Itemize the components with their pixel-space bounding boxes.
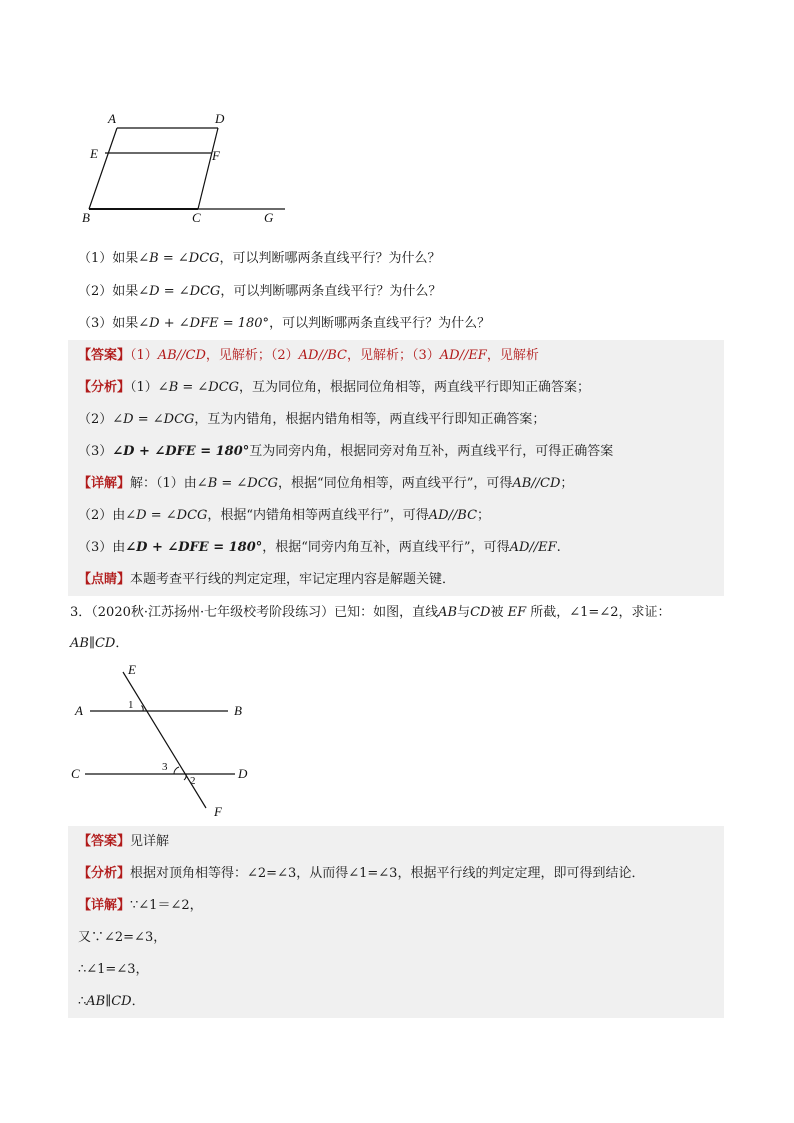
- question-2: （2）如果∠D = ∠DCG，可以判断哪两条直线平行？为什么？: [78, 284, 442, 299]
- label-c2: C: [71, 766, 80, 781]
- label-e2: E: [128, 662, 136, 677]
- problem-3-line-2: AB∥CD．: [70, 636, 129, 651]
- figure-transversal: [68, 660, 268, 820]
- comment-line: 【点睛】本题考查平行线的判定定理，牢记定理内容是解题关键．: [68, 564, 724, 596]
- line-ef: [123, 672, 206, 808]
- label-angle-3: 3: [162, 761, 168, 773]
- question-3: （3）如果∠D + ∠DFE = 180°，可以判断哪两条直线平行？为什么？: [78, 316, 491, 331]
- angle-2-arc: [184, 774, 186, 780]
- label-f: F: [212, 148, 220, 163]
- detail-line-3: （3）由∠D + ∠DFE = 180°，根据“同旁内角互补，两直线平行”，可得AD//EF.: [68, 532, 724, 564]
- label-b2: B: [234, 703, 242, 718]
- segment-ab: [89, 128, 117, 209]
- label-d: D: [215, 111, 225, 126]
- label-e: E: [90, 146, 98, 161]
- label-a: A: [108, 111, 116, 126]
- label-angle-1: 1: [128, 699, 134, 711]
- detail3-line-3: ∴∠1=∠3，: [68, 954, 724, 986]
- analysis-line-1: 【分析】（1）∠B = ∠DCG，互为同位角，根据同位角相等，两直线平行即知正确答案；: [68, 372, 724, 404]
- detail3-line-1: 【详解】∵∠1＝∠2，: [68, 890, 724, 922]
- question-1: （1）如果∠B = ∠DCG，可以判断哪两条直线平行？为什么？: [78, 251, 441, 266]
- problem-3-line-1: 3．（2020秋·江苏扬州·七年级校考阶段练习）已知：如图，直线AB与CD被 EF 所截，∠1=∠2，求证：: [70, 605, 671, 620]
- detail3-line-4: ∴AB∥CD．: [68, 986, 724, 1018]
- figure-parallelogram: [80, 108, 300, 228]
- analysis-line-3: （3）∠D + ∠DFE = 180°互为同旁内角，根据同旁对角互补，两直线平行，可得正确答案: [68, 436, 724, 468]
- label-a2: A: [75, 703, 83, 718]
- label-b: B: [82, 210, 90, 225]
- detail3-line-2: 又∵∠2=∠3，: [68, 922, 724, 954]
- label-c: C: [192, 210, 201, 225]
- label-angle-2: 2: [190, 775, 196, 787]
- analysis-line-2: （2）∠D = ∠DCG，互为内错角，根据内错角相等，两直线平行即知正确答案；: [68, 404, 724, 436]
- label-d2: D: [238, 766, 248, 781]
- label-f2: F: [214, 804, 222, 819]
- answer3-line: 【答案】见详解: [68, 826, 724, 858]
- detail-line-1: 【详解】解：（1）由∠B = ∠DCG，根据“同位角相等，两直线平行”，可得AB//CD；: [68, 468, 724, 500]
- label-g: G: [264, 210, 274, 225]
- analysis3-line: 【分析】根据对顶角相等得：∠2=∠3，从而得∠1=∠3，根据平行线的判定定理，即可得到结论．: [68, 858, 724, 890]
- detail-line-2: （2）由∠D = ∠DCG，根据“内错角相等两直线平行”，可得AD//BC；: [68, 500, 724, 532]
- answer-line: 【答案】（1）AB//CD，见解析；（2）AD//BC，见解析；（3）AD//EF，见解析: [68, 340, 724, 372]
- segment-dc: [198, 128, 218, 209]
- angle-3-arc: [174, 767, 179, 774]
- angle-1-arc: [142, 706, 144, 712]
